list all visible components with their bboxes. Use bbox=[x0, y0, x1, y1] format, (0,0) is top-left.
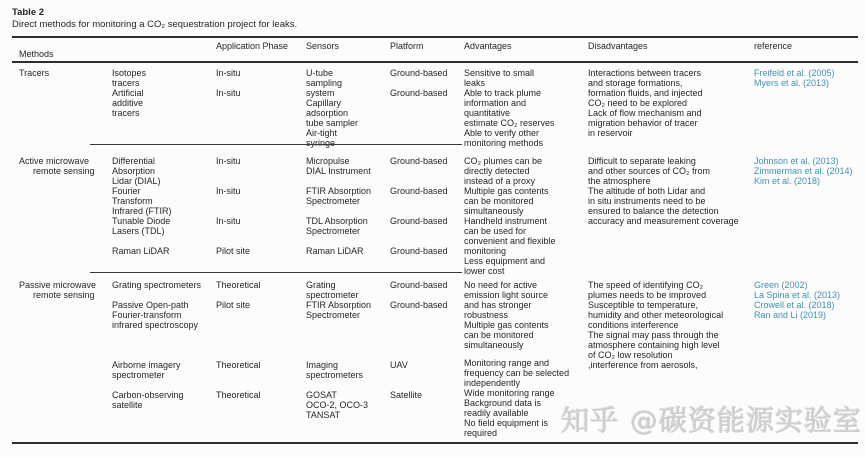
method-group-active-microwave bbox=[12, 144, 858, 276]
cell-sensors: Micropulse DIAL Instrument FTIR Absorption Spectrometer TDL Absorption Spectrometer Raman LiDAR bbox=[306, 156, 372, 256]
cell-application-phase: In-situ In-situ In-situ Pilot site bbox=[216, 156, 251, 256]
cell-platform: Ground-based Ground-based Ground-based Ground-based bbox=[390, 156, 448, 256]
cell-method-name: Active microwave remote sensing bbox=[19, 156, 95, 176]
cell-platform: Ground-based Ground-based UAV Satellite bbox=[390, 280, 448, 400]
table-title: Table 2 bbox=[12, 7, 45, 18]
table-bottom-rule bbox=[12, 442, 858, 444]
cell-application-phase: Theoretical Pilot site Theoretical Theoretical bbox=[216, 280, 261, 400]
cell-disadvantages: Interactions between tracers and storage formations, formation fluids, and injected CO₂ need to be explored Lack of flow mechanism and migration behavior of tracer in reservoir bbox=[588, 68, 703, 138]
column-header-platform: Platform bbox=[390, 41, 424, 51]
cell-platform: Ground-based Ground-based bbox=[390, 68, 448, 98]
column-header-advantages: Advantages bbox=[464, 41, 512, 51]
column-header-reference: reference bbox=[754, 41, 793, 51]
table-header-row bbox=[12, 36, 858, 63]
column-header-methods: Methods bbox=[19, 49, 54, 59]
cell-disadvantages: Difficult to separate leaking and other sources of CO₂ from the atmosphere The altitude of both Lidar and in situ instruments need to be ensured to balance the detection accuracy and measurement coverage bbox=[588, 156, 739, 226]
method-group-tracers bbox=[12, 63, 858, 148]
reference-links[interactable]: Freifeld et al. (2005) Myers et al. (2013) bbox=[754, 68, 835, 88]
cell-application-phase: In-situ In-situ bbox=[216, 68, 241, 98]
table-caption: Direct methods for monitoring a CO₂ sequestration project for leaks. bbox=[12, 19, 298, 30]
cell-advantages: Sensitive to small leaks Able to track plume information and quantitative estimate CO₂ reserves Able to verify other monitoring methods bbox=[464, 68, 555, 148]
cell-advantages: No need for active emission light source and has stronger robustness Multiple gas contents can be monitored simultaneously Monitoring range and frequency can be selected independently Wide monitoring range Background data is readily available No field equipment is required bbox=[464, 280, 570, 438]
column-header-sensors: Sensors bbox=[306, 41, 340, 51]
cell-method-name: Tracers bbox=[19, 68, 50, 78]
cell-disadvantages: The speed of identifying CO₂ plumes needs to be improved Susceptible to temperature, humidity and other meteorological conditions interference The signal may pass through the atmosphere containing high level of CO₂ low resolution ,interference from aerosols, bbox=[588, 280, 724, 370]
cell-sensors: Grating spectrometer FTIR Absorption Spectrometer Imaging spectrometers GOSAT OCO-2, OCO-3 TANSAT bbox=[306, 280, 372, 420]
zhihu-watermark: 知乎 @碳资能源实验室 bbox=[561, 404, 862, 437]
column-header-disadvantages: Disadvantages bbox=[588, 41, 648, 51]
cell-sub-methods: Differential Absorption Lidar (DIAL) Fourier Transform Infrared (FTIR) Tunable Diode Lasers (TDL) Raman LiDAR bbox=[112, 156, 172, 256]
reference-links[interactable]: Johnson et al. (2013) Zimmerman et al. (2014) Kim et al. (2018) bbox=[754, 156, 853, 186]
cell-advantages: CO₂ plumes can be directly detected instead of a proxy Multiple gas contents can be monitored simultaneously Handheld instrument can be used for convenient and flexible monitoring Less equipment and lower cost bbox=[464, 156, 556, 276]
table-2 bbox=[12, 8, 858, 444]
reference-links[interactable]: Green (2002) La Spina et al. (2013) Crowell et al. (2018) Ran and Li (2019) bbox=[754, 280, 841, 320]
column-header-application-phase: Application Phase bbox=[216, 41, 289, 51]
cell-method-name: Passive microwave remote sensing bbox=[19, 280, 97, 300]
cell-sub-methods: Grating spectrometers Passive Open-path Fourier-transform infrared spectroscopy Airborne imagery spectrometer Carbon-observing satellite bbox=[112, 280, 202, 410]
cell-sensors: U-tube sampling system Capillary adsorption tube sampler Air-tight syringe bbox=[306, 68, 359, 148]
cell-sub-methods: Isotopes tracers Artificial additive tracers bbox=[112, 68, 147, 118]
